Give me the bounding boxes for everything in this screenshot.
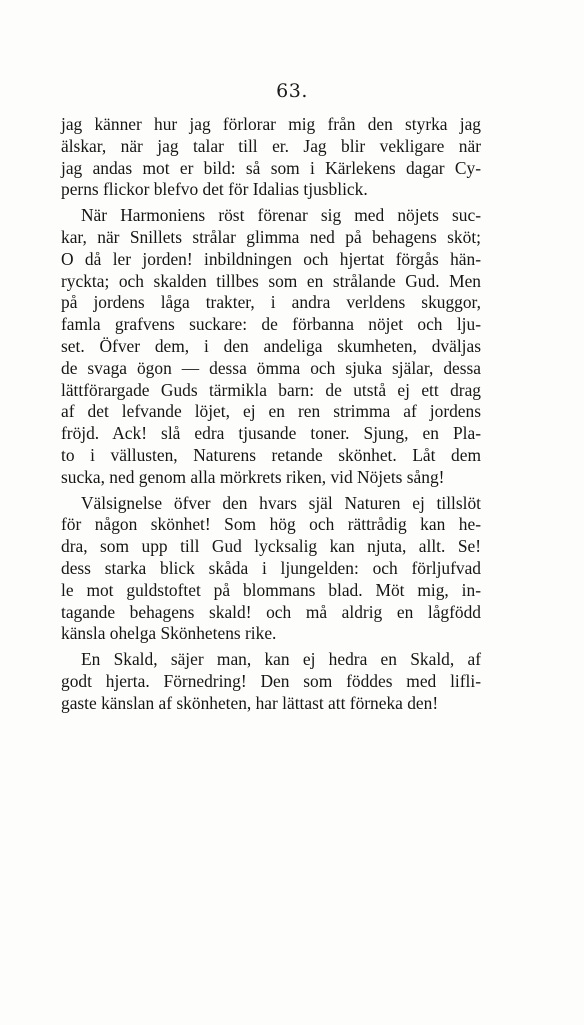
text-line: ryckta; och skalden tillbes som en strålande Gud. Men	[61, 270, 481, 291]
text-line: af det lefvande löjet, ej en ren strimma af jordens	[61, 401, 481, 422]
text-line: perns flickor blefvo det för Idalias tjusblick.	[61, 179, 368, 200]
text-line: de svaga ögon — dessa ömma och sjuka själar, dessa	[61, 357, 481, 378]
text-line: på jordens låga trakter, i andra verldens skuggor,	[61, 292, 481, 313]
text-line: le mot guldstoftet på blommans blad. Möt mig, in-	[61, 579, 481, 600]
text-line: fröjd. Ack! slå edra tjusande toner. Sjung, en Pla-	[61, 423, 481, 444]
text-line: godt hjerta. Förnedring! Den som föddes med lifli-	[61, 670, 481, 691]
paragraph-2	[61, 205, 481, 488]
text-line: jag andas mot er bild: så som i Kärlekens dagar Cy-	[61, 157, 481, 178]
text-line: gaste känslan af skönheten, har lättast att förneka den!	[61, 692, 439, 713]
text-line: O då ler jorden! inbildningen och hjertat förgås hän-	[61, 248, 481, 269]
text-line: jag känner hur jag förlorar mig från den styrka jag	[61, 114, 481, 134]
text-line: Välsignelse öfver den hvars själ Naturen ej tillslöt	[81, 492, 481, 513]
text-line: to i vällusten, Naturens retande skönhet. Låt dem	[61, 444, 481, 465]
text-line: älskar, när jag talar till er. Jag blir vekligare när	[61, 135, 481, 156]
text-line: dess starka blick skåda i ljungelden: och förljufvad	[61, 557, 481, 578]
text-line: känsla ohelga Skönhetens rike.	[61, 623, 277, 644]
text-line: famla grafvens suckare: de förbanna nöjet och lju-	[61, 314, 481, 335]
paragraph-3	[61, 493, 481, 646]
text-line: kar, när Snillets strålar glimma ned på behagens sköt;	[61, 226, 481, 247]
text-line: En Skald, säjer man, kan ej hedra en Skald, af	[81, 649, 481, 670]
text-line: lättförargade Guds tärmikla barn: de utstå ej ett drag	[61, 379, 481, 400]
text-line: set. Öfver dem, i den andeliga skumheten, dväljas	[61, 335, 481, 356]
text-line: för någon skönhet! Som hög och rättrådig kan he-	[61, 514, 481, 535]
body-text	[61, 114, 481, 715]
text-line: När Harmoniens röst förenar sig med nöjets suc-	[81, 205, 481, 226]
text-line: sucka, ned genom alla mörkrets riken, vid Nöjets sång!	[61, 466, 445, 487]
paragraph-1	[61, 114, 481, 201]
page-number: 63.	[276, 80, 308, 102]
text-line: tagande behagens skald! och må aldrig en lågfödd	[61, 601, 481, 622]
text-line: dra, som upp till Gud lycksalig kan njuta, allt. Se!	[61, 536, 481, 557]
paragraph-4	[61, 649, 481, 714]
